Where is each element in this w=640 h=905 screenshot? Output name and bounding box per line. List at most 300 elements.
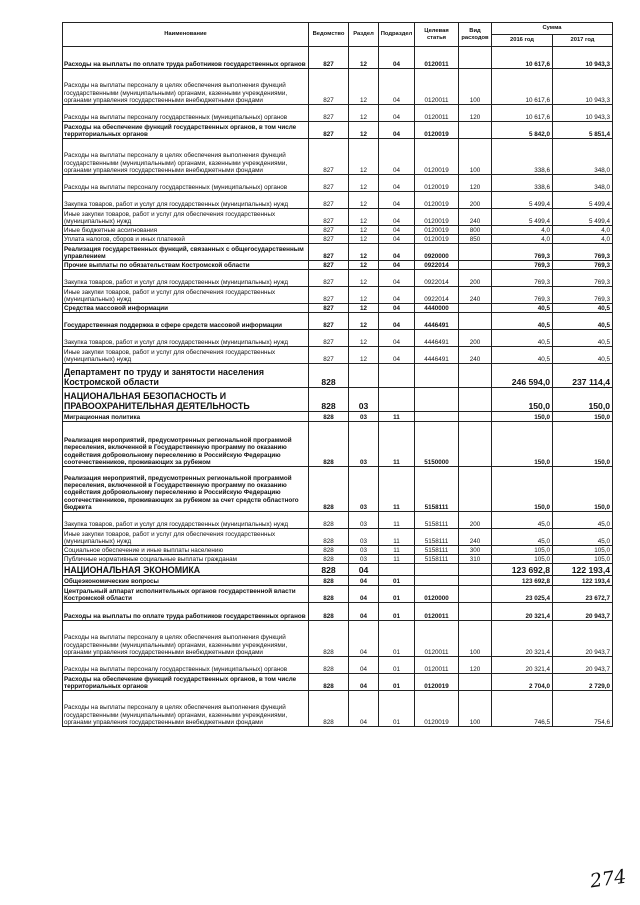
cell-p: 01 [379,621,415,657]
cell-b: 105,0 [553,555,613,564]
table-row [63,330,613,347]
cell-p: 04 [379,304,415,313]
cell-vr: 120 [459,105,492,122]
cell-cs: 0120019 [415,175,459,192]
cell-name: Расходы на выплаты персоналу государственных (муниципальных) органов [63,105,309,122]
cell-v: 828 [309,555,349,564]
cell-b: 122 193,4 [553,576,613,586]
col-header-2017: 2017 год [553,35,613,47]
cell-r: 03 [349,388,379,412]
cell-name: Расходы на обеспечение функций государственных органов, в том числе территориальных органов [63,122,309,139]
cell-v: 828 [309,467,349,512]
table-row [63,175,613,192]
cell-v: 828 [309,621,349,657]
cell-name: Закупка товаров, работ и услуг для государственных (муниципальных) нужд [63,512,309,529]
cell-b: 4,0 [553,226,613,235]
cell-vr [459,422,492,467]
cell-name: Закупка товаров, работ и услуг для государственных (муниципальных) нужд [63,192,309,209]
cell-b: 40,5 [553,313,613,330]
cell-r: 12 [349,175,379,192]
col-header-podrazdel: Подраздел [379,23,415,47]
cell-vr [459,674,492,691]
table-row [63,69,613,105]
cell-cs: 0120019 [415,209,459,226]
cell-vr: 200 [459,270,492,287]
cell-p: 01 [379,586,415,603]
cell-cs: 0120019 [415,122,459,139]
cell-a: 45,0 [492,529,553,546]
cell-name: Расходы на выплаты персоналу в целях обеспечения выполнения функций государственными (муниципальными) органами, казенными учреждениями, органами управления государственными внебюджетными фондами [63,621,309,657]
cell-b: 45,0 [553,512,613,529]
cell-name: Расходы на выплаты персоналу государственных (муниципальных) органов [63,175,309,192]
cell-p: 01 [379,674,415,691]
cell-cs: 5158111 [415,555,459,564]
cell-v: 828 [309,512,349,529]
cell-v: 827 [309,244,349,261]
cell-name: Иные закупки товаров, работ и услуг для обеспечения государственных (муниципальных) нужд [63,287,309,304]
cell-vr [459,244,492,261]
cell-a: 40,5 [492,347,553,364]
cell-r: 04 [349,621,379,657]
cell-b: 5 851,4 [553,122,613,139]
cell-a: 338,6 [492,139,553,175]
cell-cs: 0922014 [415,261,459,270]
cell-cs: 0922014 [415,270,459,287]
table-row [63,209,613,226]
cell-cs: 4446491 [415,330,459,347]
cell-b: 754,6 [553,691,613,727]
cell-v: 827 [309,226,349,235]
cell-v: 828 [309,412,349,422]
cell-cs: 0120019 [415,192,459,209]
cell-name: Закупка товаров, работ и услуг для государственных (муниципальных) нужд [63,270,309,287]
cell-a: 2 704,0 [492,674,553,691]
table-row [63,529,613,546]
cell-v: 827 [309,175,349,192]
table-row [63,105,613,122]
table-row [63,139,613,175]
cell-name: Расходы на выплаты персоналу в целях обеспечения выполнения функций государственными (муниципальными) органами, казенными учреждениями, органами управления государственными внебюджетными фондами [63,69,309,105]
cell-v: 827 [309,287,349,304]
cell-v: 828 [309,422,349,467]
cell-r: 12 [349,122,379,139]
cell-cs: 0120019 [415,226,459,235]
cell-p [379,564,415,576]
cell-cs: 0120019 [415,139,459,175]
cell-vr: 100 [459,621,492,657]
cell-r: 04 [349,603,379,621]
cell-cs [415,576,459,586]
cell-r: 12 [349,235,379,244]
cell-vr [459,412,492,422]
cell-vr [459,467,492,512]
cell-cs: 5158111 [415,546,459,555]
cell-p: 11 [379,546,415,555]
cell-b: 20 943,7 [553,657,613,674]
cell-b: 105,0 [553,546,613,555]
cell-r: 12 [349,244,379,261]
cell-cs: 0120019 [415,235,459,244]
cell-r: 04 [349,691,379,727]
cell-p: 04 [379,270,415,287]
cell-p: 11 [379,512,415,529]
cell-v: 827 [309,304,349,313]
cell-v: 827 [309,270,349,287]
cell-b: 5 499,4 [553,192,613,209]
cell-a: 123 692,8 [492,576,553,586]
page-number: 274 [588,865,628,893]
cell-a: 4,0 [492,235,553,244]
cell-p: 01 [379,576,415,586]
cell-name: Расходы на выплаты персоналу государственных (муниципальных) органов [63,657,309,674]
cell-v: 827 [309,261,349,270]
cell-p: 04 [379,235,415,244]
cell-a: 5 499,4 [492,192,553,209]
cell-r: 12 [349,304,379,313]
cell-name: Государственная поддержка в сфере средств массовой информации [63,313,309,330]
cell-r: 12 [349,347,379,364]
cell-p: 04 [379,105,415,122]
table-row [63,287,613,304]
cell-vr: 310 [459,555,492,564]
cell-vr: 200 [459,330,492,347]
cell-v: 827 [309,139,349,175]
cell-vr [459,304,492,313]
cell-a: 40,5 [492,330,553,347]
cell-v: 828 [309,364,349,388]
table-row [63,235,613,244]
cell-v: 828 [309,529,349,546]
cell-a: 45,0 [492,512,553,529]
cell-cs: 0120000 [415,586,459,603]
cell-vr [459,47,492,69]
table-row [63,512,613,529]
table-row [63,621,613,657]
cell-r: 03 [349,512,379,529]
cell-name: Прочие выплаты по обязательствам Костромской области [63,261,309,270]
cell-r: 03 [349,467,379,512]
cell-v: 828 [309,657,349,674]
cell-a: 10 617,6 [492,47,553,69]
cell-p [379,388,415,412]
cell-r [349,364,379,388]
cell-r: 03 [349,422,379,467]
cell-a: 5 499,4 [492,209,553,226]
cell-v: 827 [309,105,349,122]
cell-vr [459,261,492,270]
cell-vr: 100 [459,69,492,105]
cell-vr: 200 [459,512,492,529]
cell-r: 03 [349,412,379,422]
cell-r: 04 [349,586,379,603]
cell-b: 10 943,3 [553,69,613,105]
cell-b: 40,5 [553,330,613,347]
cell-vr: 240 [459,209,492,226]
col-header-summa: Сумма [492,23,613,35]
cell-b: 769,3 [553,270,613,287]
cell-vr: 850 [459,235,492,244]
cell-p: 01 [379,657,415,674]
cell-name: Реализация государственных функций, связанных с общегосударственным управлением [63,244,309,261]
cell-vr: 120 [459,657,492,674]
cell-a: 150,0 [492,412,553,422]
cell-v: 828 [309,564,349,576]
cell-cs: 5150000 [415,422,459,467]
cell-vr: 240 [459,347,492,364]
cell-p: 01 [379,691,415,727]
cell-name: Публичные нормативные социальные выплаты гражданам [63,555,309,564]
cell-v: 827 [309,209,349,226]
table-row [63,388,613,412]
cell-vr: 240 [459,287,492,304]
cell-vr: 240 [459,529,492,546]
cell-name: Закупка товаров, работ и услуг для государственных (муниципальных) нужд [63,330,309,347]
table-row [63,546,613,555]
table-row [63,364,613,388]
cell-b: 40,5 [553,304,613,313]
cell-cs: 0120011 [415,105,459,122]
cell-vr [459,603,492,621]
cell-name: НАЦИОНАЛЬНАЯ БЕЗОПАСНОСТЬ И ПРАВООХРАНИТЕЛЬНАЯ ДЕЯТЕЛЬНОСТЬ [63,388,309,412]
cell-b: 45,0 [553,529,613,546]
cell-name: Расходы на выплаты персоналу в целях обеспечения выполнения функций государственными (муниципальными) органами, казенными учреждениями, органами управления государственными внебюджетными фондами [63,139,309,175]
cell-r: 04 [349,657,379,674]
table-row [63,555,613,564]
col-header-2016: 2016 год [492,35,553,47]
cell-name: Уплата налогов, сборов и иных платежей [63,235,309,244]
cell-name: Реализация мероприятий, предусмотренных региональной программой переселения, включенной в Государственную программу по оказанию содействия добровольному переселению в Российскую Федерацию соотечественников, проживающих за рубежом [63,422,309,467]
cell-cs: 4446491 [415,313,459,330]
cell-v: 828 [309,603,349,621]
cell-name: Миграционная политика [63,412,309,422]
table-row [63,586,613,603]
cell-b: 20 943,7 [553,621,613,657]
cell-name: НАЦИОНАЛЬНАЯ ЭКОНОМИКА [63,564,309,576]
cell-p: 11 [379,412,415,422]
cell-a: 769,3 [492,270,553,287]
cell-b: 150,0 [553,422,613,467]
cell-vr: 120 [459,175,492,192]
cell-cs: 0120011 [415,657,459,674]
cell-name: Расходы на выплаты по оплате труда работников государственных органов [63,47,309,69]
cell-b: 769,3 [553,244,613,261]
cell-a: 5 842,0 [492,122,553,139]
cell-v: 828 [309,576,349,586]
cell-v: 828 [309,691,349,727]
cell-r: 04 [349,576,379,586]
table-row [63,270,613,287]
cell-p: 04 [379,313,415,330]
cell-p: 04 [379,175,415,192]
cell-vr [459,564,492,576]
cell-b: 10 943,3 [553,105,613,122]
cell-p: 04 [379,330,415,347]
cell-vr: 800 [459,226,492,235]
cell-v: 827 [309,313,349,330]
cell-name: Расходы на обеспечение функций государственных органов, в том числе территориальных органов [63,674,309,691]
cell-a: 105,0 [492,555,553,564]
cell-a: 123 692,8 [492,564,553,576]
cell-a: 246 594,0 [492,364,553,388]
cell-r: 12 [349,209,379,226]
cell-r: 12 [349,270,379,287]
cell-r: 12 [349,69,379,105]
cell-b: 348,0 [553,175,613,192]
cell-v: 827 [309,47,349,69]
cell-b: 150,0 [553,388,613,412]
cell-name: Расходы на выплаты по оплате труда работников государственных органов [63,603,309,621]
cell-b: 150,0 [553,467,613,512]
cell-cs [415,564,459,576]
cell-a: 4,0 [492,226,553,235]
cell-a: 769,3 [492,244,553,261]
cell-name: Реализация мероприятий, предусмотренных региональной программой переселения, включенной в Государственную программу по оказанию содействия добровольному переселению в Российскую Федерацию соотечественников, проживающих за рубежом за счет средств областного бюджета [63,467,309,512]
cell-cs: 0120011 [415,603,459,621]
cell-b: 769,3 [553,261,613,270]
cell-a: 150,0 [492,388,553,412]
cell-r: 12 [349,287,379,304]
cell-b: 10 943,3 [553,47,613,69]
table-row [63,313,613,330]
cell-vr: 100 [459,139,492,175]
cell-r: 12 [349,105,379,122]
col-header-vedomstvo: Ведомство [309,23,349,47]
cell-cs: 5158111 [415,529,459,546]
cell-name: Социальное обеспечение и иные выплаты населению [63,546,309,555]
table-row [63,467,613,512]
cell-vr [459,364,492,388]
cell-p: 04 [379,192,415,209]
cell-r: 04 [349,564,379,576]
cell-p: 04 [379,47,415,69]
cell-a: 40,5 [492,304,553,313]
cell-a: 20 321,4 [492,657,553,674]
cell-r: 12 [349,192,379,209]
cell-r: 12 [349,330,379,347]
cell-cs: 0120011 [415,69,459,105]
cell-r: 03 [349,546,379,555]
cell-r: 03 [349,555,379,564]
cell-name: Общеэкономические вопросы [63,576,309,586]
table-row [63,244,613,261]
col-header-razdel: Раздел [349,23,379,47]
cell-cs: 0922014 [415,287,459,304]
cell-p: 11 [379,467,415,512]
cell-p: 04 [379,226,415,235]
table-row [63,603,613,621]
table-row [63,261,613,270]
cell-cs: 5158111 [415,467,459,512]
cell-a: 746,5 [492,691,553,727]
budget-table [62,22,613,727]
cell-p: 11 [379,529,415,546]
cell-a: 769,3 [492,261,553,270]
cell-b: 20 943,7 [553,603,613,621]
cell-v: 827 [309,69,349,105]
table-row [63,304,613,313]
cell-p: 04 [379,69,415,105]
cell-a: 105,0 [492,546,553,555]
cell-p: 11 [379,422,415,467]
table-row [63,657,613,674]
cell-b: 5 499,4 [553,209,613,226]
cell-cs: 0120019 [415,691,459,727]
cell-p [379,364,415,388]
cell-cs: 5158111 [415,512,459,529]
cell-a: 10 617,6 [492,105,553,122]
cell-p: 04 [379,347,415,364]
cell-name: Иные закупки товаров, работ и услуг для обеспечения государственных (муниципальных) нужд [63,209,309,226]
cell-p: 04 [379,209,415,226]
cell-b: 4,0 [553,235,613,244]
cell-b: 150,0 [553,412,613,422]
cell-vr: 300 [459,546,492,555]
cell-b: 2 729,0 [553,674,613,691]
table-row [63,192,613,209]
cell-name: Средства массовой информации [63,304,309,313]
col-header-name: Наименование [63,23,309,47]
cell-a: 23 025,4 [492,586,553,603]
table-row [63,47,613,69]
cell-p: 04 [379,261,415,270]
cell-v: 827 [309,192,349,209]
table-row [63,576,613,586]
cell-b: 23 672,7 [553,586,613,603]
cell-r: 12 [349,139,379,175]
table-row [63,412,613,422]
cell-a: 338,6 [492,175,553,192]
col-header-vr: Вид расходов [459,23,492,47]
cell-p: 04 [379,139,415,175]
cell-v: 828 [309,546,349,555]
cell-cs: 0120011 [415,621,459,657]
cell-a: 20 321,4 [492,603,553,621]
cell-a: 150,0 [492,422,553,467]
cell-v: 827 [309,347,349,364]
cell-cs [415,364,459,388]
cell-vr [459,576,492,586]
cell-cs: 4446491 [415,347,459,364]
table-row [63,674,613,691]
cell-r: 04 [349,674,379,691]
col-header-cs: Целевая статья [415,23,459,47]
cell-p: 04 [379,287,415,304]
cell-v: 828 [309,674,349,691]
cell-v: 827 [309,122,349,139]
cell-v: 828 [309,388,349,412]
cell-v: 827 [309,330,349,347]
cell-cs: 0120011 [415,47,459,69]
table-row [63,347,613,364]
cell-cs [415,412,459,422]
table-body [63,47,613,727]
cell-b: 40,5 [553,347,613,364]
cell-cs: 4440000 [415,304,459,313]
cell-b: 348,0 [553,139,613,175]
cell-b: 237 114,4 [553,364,613,388]
cell-name: Центральный аппарат исполнительных органов государственной власти Костромской области [63,586,309,603]
cell-v: 828 [309,586,349,603]
cell-cs [415,388,459,412]
cell-vr: 200 [459,192,492,209]
cell-cs: 0120019 [415,674,459,691]
cell-v: 827 [309,235,349,244]
cell-a: 150,0 [492,467,553,512]
cell-vr [459,122,492,139]
cell-name: Департамент по труду и занятости населения Костромской области [63,364,309,388]
cell-r: 12 [349,226,379,235]
table-row [63,226,613,235]
